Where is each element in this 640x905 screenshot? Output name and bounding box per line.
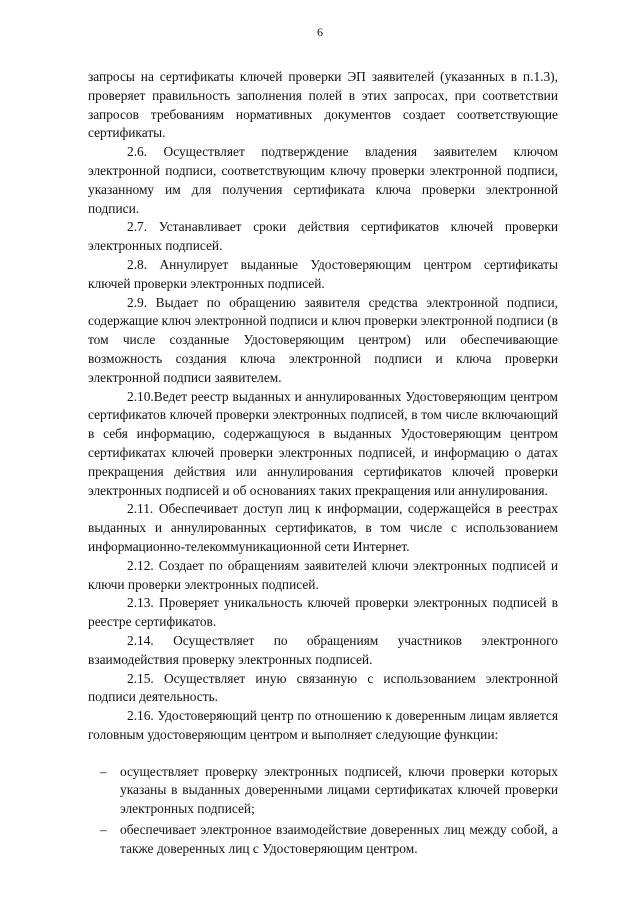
list-item — [88, 763, 558, 819]
paragraph-continuation: запросы на сертификаты ключей проверки ЭП заявителей (указанных в п.1.3), проверяет правильность заполнения полей в этих запросах, при соответствии запросов требованиям нормативных документов создает соответствующие сертификаты. — [88, 69, 558, 141]
list-item-text: осуществляет проверку электронных подписей, ключи проверки которых указаны в выданных доверенными лицами сертификатах ключей проверки электронных подписей; — [120, 763, 558, 817]
paragraph-2-7: 2.7. Устанавливает сроки действия сертификатов ключей проверки электронных подписей. — [88, 219, 558, 254]
document-body — [88, 68, 558, 861]
bullet-dash: – — [100, 822, 107, 838]
paragraph-2-15: 2.15. Осуществляет иную связанную с использованием электронной подписи деятельность. — [88, 670, 558, 705]
paragraph-2-14: 2.14. Осуществляет по обращениям участников электронного взаимодействия проверку электронных подписей. — [88, 632, 558, 667]
paragraph-2-16: 2.16. Удостоверяющий центр по отношению к доверенным лицам является головным удостоверяющим центром и выполняет следующие функции: — [88, 708, 558, 742]
paragraph-2-9: 2.9. Выдает по обращению заявителя средства электронной подписи, содержащие ключ электронной подписи и ключ проверки электронной подписи (в том числе созданные Удостоверяющим центром) или обеспечивающие возможность создания ключа электронной подписи и ключа проверки электронной подписи заявителем. — [88, 294, 558, 385]
bullet-dash: – — [100, 763, 107, 779]
paragraph-2-10: 2.10.Ведет реестр выданных и аннулированных Удостоверяющим центром сертификатов ключей проверки электронных подписей, в том числе включающий в себя информацию, содержащуюся в выданных Удостоверяющим центром сертификатах ключей проверки электронных подписей, и информацию о датах прекращения действия или аннулирования сертификатов ключей проверки электронных подписей и об основаниях таких прекращения или аннулирования. — [88, 388, 558, 498]
paragraph-2-11: 2.11. Обеспечивает доступ лиц к информации, содержащейся в реестрах выданных и аннулированных сертификатов, в том числе с использованием информационно-телекоммуникационной сети Интернет. — [88, 501, 558, 554]
list-item-text: обеспечивает электронное взаимодействие доверенных лиц между собой, а также доверенных лиц с Удостоверяющим центром. — [120, 822, 558, 856]
functions-list — [88, 763, 558, 859]
paragraph-2-12: 2.12. Создает по обращениям заявителей ключи электронных подписей и ключи проверки электронных подписей. — [88, 557, 558, 592]
paragraph-2-13: 2.13. Проверяет уникальность ключей проверки электронных подписей в реестре сертификатов. — [88, 595, 558, 630]
list-item — [88, 821, 558, 859]
paragraph-2-8: 2.8. Аннулирует выданные Удостоверяющим центром сертификаты ключей проверки электронных подписей. — [88, 256, 558, 291]
paragraph-2-6: 2.6. Осуществляет подтверждение владения заявителем ключом электронной подписи, соответствующим ключу проверки электронной подписи, указанному им для получения сертификата ключа проверки электронной подписи. — [88, 144, 558, 216]
page-number: 6 — [317, 25, 323, 39]
